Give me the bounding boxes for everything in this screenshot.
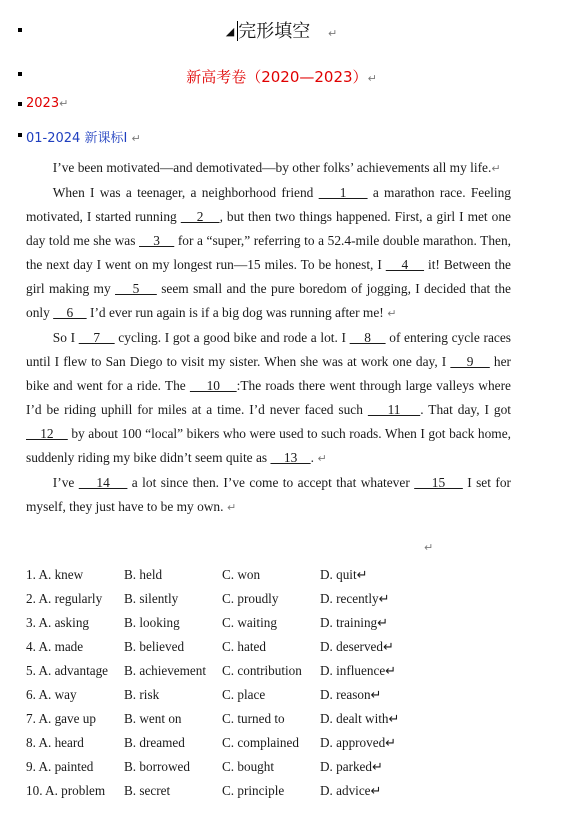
passage-text: When I was a teenager, a neighborhood friend [52,185,319,200]
option-choice: 2. A. regularly [26,591,103,606]
paragraph-mark: ↵ [327,27,338,40]
option-row [26,636,410,660]
source-text: 01-2024 新课标Ⅰ [26,131,128,146]
option-choice: C. bought [222,759,275,774]
option-choice: D. parked↵ [320,759,384,774]
answer-blank[interactable]: 11 [367,402,421,417]
passage-text: I’d ever run again is if a big dog was running after me! [86,305,384,320]
answer-blank[interactable]: 1 [318,185,368,200]
passage-text: I’ve [52,475,79,490]
answer-blank[interactable]: 7 [78,330,115,345]
option-choice: D. reason↵ [320,687,382,702]
option-choice: D. advice↵ [320,783,382,798]
option-choice: D. deserved↵ [320,639,395,654]
passage-text: it! Between the girl making my [26,257,511,296]
option-choice: D. training↵ [320,615,389,630]
answer-blank[interactable]: 2 [180,209,220,224]
passage-text: :The roads there went through large valleys where I’d be riding uphill for miles at a time. I’d never faced such [26,378,511,417]
passage-text: of entering cycle races until I flew to San Diego to visit my sister. When she was at work one day, I [26,330,511,369]
option-choice: 10. A. problem [26,783,106,798]
year-text: 2023 [26,96,60,111]
paragraph-mark: ↵ [424,541,434,554]
answer-blank[interactable]: 13 [270,450,311,465]
option-choice: D. quit↵ [320,567,368,582]
option-row [26,684,410,708]
option-choice: C. won [222,567,261,582]
option-choice: 4. A. made [26,639,84,654]
answer-blank[interactable]: 3 [139,233,175,248]
paragraph-mark: ↵ [367,72,377,85]
paragraph-mark: ↵ [131,132,141,145]
passage-text: I’ve been motivated—and demotivated—by other folks’ achievements all my life. [52,160,492,175]
option-choice: C. waiting [222,615,277,630]
option-choice: C. proudly [222,591,279,606]
option-choice: B. borrowed [124,759,190,774]
option-choice: 5. A. advantage [26,663,109,678]
option-choice: B. looking [124,615,180,630]
passage-paragraph [26,156,511,181]
passage-text: a lot since then. I’ve come to accept that whatever [127,475,415,490]
bullet-marker [18,102,22,106]
answer-blank[interactable]: 14 [78,475,128,490]
option-choice: 6. A. way [26,687,77,702]
option-choice: 8. A. heard [26,735,84,750]
paragraph-mark: ↵ [314,452,327,465]
option-choice: B. held [124,567,163,582]
option-choice: D. dealt with↵ [320,711,400,726]
passage-paragraph [26,326,511,471]
passage-text: . That day, I got [420,402,511,417]
option-row [26,612,410,636]
option-row [26,756,410,780]
option-row [26,780,410,804]
option-choice: 7. A. gave up [26,711,96,726]
option-choice: C. hated [222,639,266,654]
answer-blank[interactable]: 10 [189,378,237,393]
option-choice: C. place [222,687,266,702]
option-choice: C. principle [222,783,285,798]
source-heading [26,127,141,146]
answer-blank[interactable]: 5 [115,281,157,296]
answer-blank[interactable]: 15 [414,475,463,490]
option-row [26,660,410,684]
paragraph-mark: ↵ [223,501,237,514]
option-choice: C. complained [222,735,299,750]
year-heading [26,96,68,111]
option-choice: D. approved↵ [320,735,397,750]
passage-text: I set for myself, they just have to be my own. [26,475,511,514]
passage-text: seem small and the pure boredom of jogging, I decided that the only [26,281,511,320]
passage-text: her bike and went for a ride. The [26,354,511,393]
subtitle-text: 新高考卷（2020—2023） [186,68,368,86]
option-choice: C. contribution [222,663,302,678]
page-subtitle [0,66,563,87]
option-choice: B. silently [124,591,179,606]
option-choice: 1. A. knew [26,567,84,582]
option-choice: B. believed [124,639,185,654]
passage-paragraph [26,471,511,520]
answer-blank[interactable]: 12 [26,426,68,441]
option-row [26,588,410,612]
passage-text: a marathon race. Feeling motivated, I started running [26,185,511,224]
option-row [26,564,410,588]
paragraph-mark: ↵ [59,97,69,110]
paragraph-mark: ↵ [491,162,501,175]
title-text: 完形填空 [238,21,311,42]
option-choice: B. achievement [124,663,207,678]
page-title [0,17,563,43]
option-choice: 3. A. asking [26,615,90,630]
option-choice: B. dreamed [124,735,185,750]
passage-text: . [310,450,315,465]
options-table [26,564,410,804]
option-choice: B. went on [124,711,182,726]
bullet-marker [18,133,22,137]
passage-text: So I [52,330,79,345]
collapse-triangle-icon[interactable]: ◢ [225,25,235,38]
option-choice: C. turned to [222,711,285,726]
option-choice: D. recently↵ [320,591,390,606]
option-choice: B. risk [124,687,160,702]
passage-text: for a “super,” referring to a 52.4-mile double marathon. Then, the next day I went on my longest run—15 miles. To be honest, I [26,233,512,272]
answer-blank[interactable]: 8 [349,330,386,345]
option-choice: B. secret [124,783,171,798]
cloze-passage [26,156,511,520]
passage-text: , but then two things happened. First, a girl I met one day told me she was [26,209,511,248]
option-row [26,708,410,732]
passage-text: by about 100 “local” bikers who were used to such roads. When I got back home, suddenly riding my bike didn’t seem quite as [26,426,511,465]
option-choice: D. influence↵ [320,663,397,678]
paragraph-mark: ↵ [383,307,397,320]
option-choice: 9. A. painted [26,759,94,774]
passage-paragraph [26,181,511,326]
option-row [26,732,410,756]
answer-blank[interactable]: 4 [385,257,425,272]
passage-text: cycling. I got a good bike and rode a lot. I [114,330,350,345]
answer-blank[interactable]: 6 [53,305,87,320]
answer-blank[interactable]: 9 [450,354,490,369]
